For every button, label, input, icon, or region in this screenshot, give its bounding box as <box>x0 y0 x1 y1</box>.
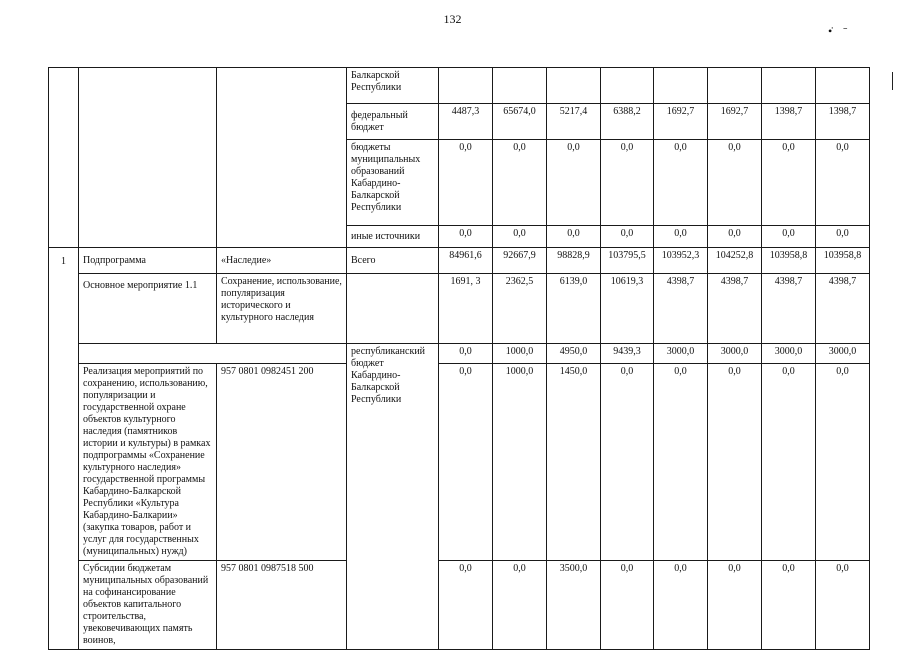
status-cell: Субсидии бюджетам муниципальных образований на софинансирование объектов капитального строительства, увековечивающих память воинов, <box>79 561 217 650</box>
value-cell <box>708 68 762 104</box>
value-cell: 0,0 <box>439 140 493 226</box>
table-row <box>49 364 870 561</box>
value-cell <box>654 68 708 104</box>
status-cell: Реализация мероприятий по сохранению, использованию, популяризации и государственной охране объектов культурного наследия (памятников истории и культуры) в рамках подпрограммы «Сохранение культурного наследия» государственной программы Кабардино-Балкарской Республики «Культура Кабардино-Балкарии» (закупка товаров, работ и услуг для государственных (муниципальных) нужд) <box>79 364 217 561</box>
value-cell: 10619,3 <box>601 274 654 344</box>
table-row <box>49 561 870 650</box>
name-cell: 957 0801 0982451 200 <box>217 364 347 561</box>
value-cell: 4487,3 <box>439 104 493 140</box>
name-cell <box>217 68 347 248</box>
value-cell: 4398,7 <box>762 274 816 344</box>
value-cell: 3500,0 <box>547 561 601 650</box>
value-cell: 0,0 <box>493 226 547 248</box>
funding-source-cell <box>347 274 439 344</box>
value-cell: 0,0 <box>439 226 493 248</box>
row-number-cell: 1 <box>49 248 79 650</box>
value-cell: 0,0 <box>816 561 870 650</box>
value-cell: 9439,3 <box>601 344 654 364</box>
value-cell: 65674,0 <box>493 104 547 140</box>
page-number: 132 <box>443 12 462 26</box>
value-cell: 0,0 <box>601 561 654 650</box>
value-cell: 1691, 3 <box>439 274 493 344</box>
value-cell: 0,0 <box>601 364 654 561</box>
value-cell: 3000,0 <box>708 344 762 364</box>
value-cell: 103795,5 <box>601 248 654 274</box>
value-cell: 1000,0 <box>493 364 547 561</box>
value-cell: 0,0 <box>762 226 816 248</box>
value-cell: 0,0 <box>439 364 493 561</box>
value-cell: 3000,0 <box>816 344 870 364</box>
value-cell: 4398,7 <box>654 274 708 344</box>
value-cell <box>547 68 601 104</box>
value-cell: 0,0 <box>708 561 762 650</box>
value-cell: 1450,0 <box>547 364 601 561</box>
value-cell <box>601 68 654 104</box>
value-cell: 4950,0 <box>547 344 601 364</box>
table-row <box>49 344 870 364</box>
value-cell: 103958,8 <box>762 248 816 274</box>
value-cell: 1692,7 <box>654 104 708 140</box>
funding-source-cell: Всего <box>347 248 439 274</box>
value-cell: 0,0 <box>654 561 708 650</box>
funding-source-cell: республиканский бюджет Кабардино-Балкарской Республики <box>347 344 439 650</box>
value-cell <box>816 68 870 104</box>
value-cell: 0,0 <box>654 364 708 561</box>
value-cell: 0,0 <box>816 140 870 226</box>
value-cell: 92667,9 <box>493 248 547 274</box>
value-cell: 1398,7 <box>816 104 870 140</box>
scan-mark-line <box>892 72 893 90</box>
value-cell: 0,0 <box>601 226 654 248</box>
value-cell: 0,0 <box>493 561 547 650</box>
value-cell: 0,0 <box>816 364 870 561</box>
value-cell: 84961,6 <box>439 248 493 274</box>
value-cell <box>493 68 547 104</box>
value-cell: 0,0 <box>601 140 654 226</box>
value-cell: 0,0 <box>708 226 762 248</box>
status-cell <box>79 68 217 248</box>
value-cell: 0,0 <box>708 364 762 561</box>
name-cell: «Наследие» <box>217 248 347 274</box>
funding-source-cell: бюджеты муниципальных образований Кабардино-Балкарской Республики <box>347 140 439 226</box>
funding-source-cell: иные источники <box>347 226 439 248</box>
value-cell: 5217,4 <box>547 104 601 140</box>
value-cell: 4398,7 <box>816 274 870 344</box>
blank-cell <box>79 344 347 364</box>
value-cell: 0,0 <box>708 140 762 226</box>
value-cell: 0,0 <box>654 226 708 248</box>
status-cell: Подпрограмма <box>79 248 217 274</box>
table-row <box>49 248 870 274</box>
value-cell: 0,0 <box>654 140 708 226</box>
row-number-cell <box>49 68 79 248</box>
funding-source-cell: федеральный бюджет <box>347 104 439 140</box>
value-cell: 1692,7 <box>708 104 762 140</box>
value-cell: 3000,0 <box>654 344 708 364</box>
value-cell: 1000,0 <box>493 344 547 364</box>
value-cell <box>439 68 493 104</box>
value-cell: 0,0 <box>762 561 816 650</box>
value-cell: 104252,8 <box>708 248 762 274</box>
budget-table <box>48 67 870 650</box>
value-cell: 103952,3 <box>654 248 708 274</box>
value-cell <box>762 68 816 104</box>
value-cell: 0,0 <box>547 140 601 226</box>
name-cell: Сохранение, использование, популяризация исторического и культурного наследия <box>217 274 347 344</box>
status-cell: Основное мероприятие 1.1 <box>79 274 217 344</box>
value-cell: 0,0 <box>816 226 870 248</box>
value-cell: 0,0 <box>762 140 816 226</box>
name-cell: 957 0801 0987518 500 <box>217 561 347 650</box>
value-cell: 0,0 <box>439 344 493 364</box>
value-cell: 0,0 <box>493 140 547 226</box>
value-cell: 0,0 <box>439 561 493 650</box>
value-cell: 6139,0 <box>547 274 601 344</box>
table-row <box>49 68 870 104</box>
value-cell: 6388,2 <box>601 104 654 140</box>
value-cell: 4398,7 <box>708 274 762 344</box>
value-cell: 0,0 <box>547 226 601 248</box>
table-row <box>49 274 870 344</box>
value-cell: 1398,7 <box>762 104 816 140</box>
value-cell: 103958,8 <box>816 248 870 274</box>
value-cell: 2362,5 <box>493 274 547 344</box>
scan-marks: •̇ ̄ <box>828 24 856 38</box>
value-cell: 3000,0 <box>762 344 816 364</box>
value-cell: 98828,9 <box>547 248 601 274</box>
value-cell: 0,0 <box>762 364 816 561</box>
funding-source-cell: Балкарской Республики <box>347 68 439 104</box>
